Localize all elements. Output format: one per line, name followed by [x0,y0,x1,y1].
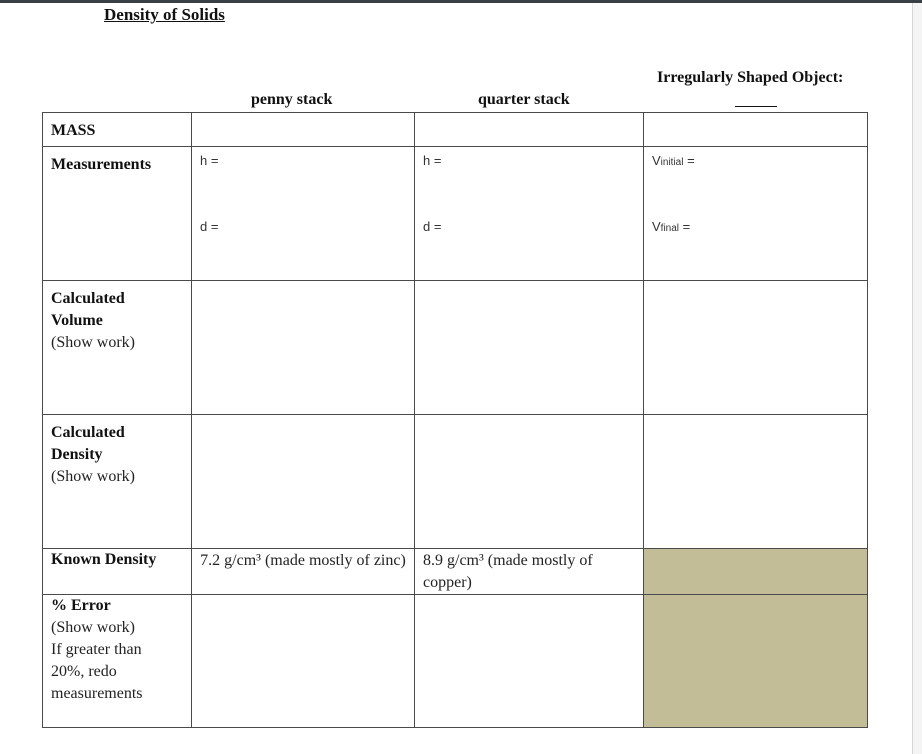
measurements-quarter-cell[interactable] [415,147,644,281]
density-data-table [42,112,868,728]
row-label-calculated-density [43,415,192,549]
volume-irregular-cell[interactable] [644,281,868,415]
page-margin [913,3,922,754]
quarter-height-label: h = [423,153,442,168]
error-quarter-cell[interactable] [415,595,644,728]
known-density-quarter-cell [415,549,644,595]
known-density-label: Known Density [51,551,157,568]
measurements-label: Measurements [51,156,152,173]
column-header-quarter: quarter stack [478,91,570,108]
measurements-irregular-cell[interactable] [644,147,868,281]
row-label-mass [43,113,192,147]
density-quarter-cell[interactable] [415,415,644,549]
mass-irregular-cell[interactable] [644,113,868,147]
known-density-irregular-cell-shaded [644,549,868,595]
known-density-penny-value: 7.2 g/cm³ (made mostly of zinc) [200,552,406,569]
row-label-measurements [43,147,192,281]
row-label-known-density [43,549,192,595]
mass-penny-cell[interactable] [192,113,415,147]
calculated-density-note: (Show work) [51,468,135,485]
calculated-volume-label-line2: Volume [51,312,103,329]
row-label-percent-error [43,595,192,728]
table-row-measurements [43,147,868,281]
known-density-quarter-value: 8.9 g/cm³ (made mostly of copper) [423,552,593,591]
table-row-calculated-density [43,415,868,549]
density-penny-cell[interactable] [192,415,415,549]
row-label-calculated-volume [43,281,192,415]
error-penny-cell[interactable] [192,595,415,728]
known-density-penny-cell [192,549,415,595]
calculated-density-label-line2: Density [51,446,103,463]
table-row-calculated-volume [43,281,868,415]
penny-diameter-label: d = [200,219,219,234]
volume-final-label: Vfinal = [652,219,691,234]
volume-initial-label: Vinitial = [652,153,695,168]
volume-quarter-cell[interactable] [415,281,644,415]
calculated-volume-label-line1: Calculated [51,290,125,307]
table-row-percent-error [43,595,868,728]
window-top-bar [0,0,922,3]
percent-error-note-4: measurements [51,685,143,702]
mass-label: MASS [51,122,96,139]
calculated-volume-note: (Show work) [51,334,135,351]
percent-error-note-1: (Show work) [51,619,135,636]
volume-penny-cell[interactable] [192,281,415,415]
density-irregular-cell[interactable] [644,415,868,549]
percent-error-note-3: 20%, redo [51,663,117,680]
percent-error-label: % Error [51,597,111,614]
irregular-object-blank[interactable] [735,106,777,107]
column-header-irregular: Irregularly Shaped Object: [657,69,844,86]
page-title: Density of Solids [104,5,225,24]
penny-height-label: h = [200,153,219,168]
quarter-diameter-label: d = [423,219,442,234]
column-header-penny: penny stack [251,91,333,108]
table-row-known-density [43,549,868,595]
mass-quarter-cell[interactable] [415,113,644,147]
error-irregular-cell-shaded [644,595,868,728]
measurements-penny-cell[interactable] [192,147,415,281]
table-row-mass [43,113,868,147]
percent-error-note-2: If greater than [51,641,142,658]
calculated-density-label-line1: Calculated [51,424,125,441]
